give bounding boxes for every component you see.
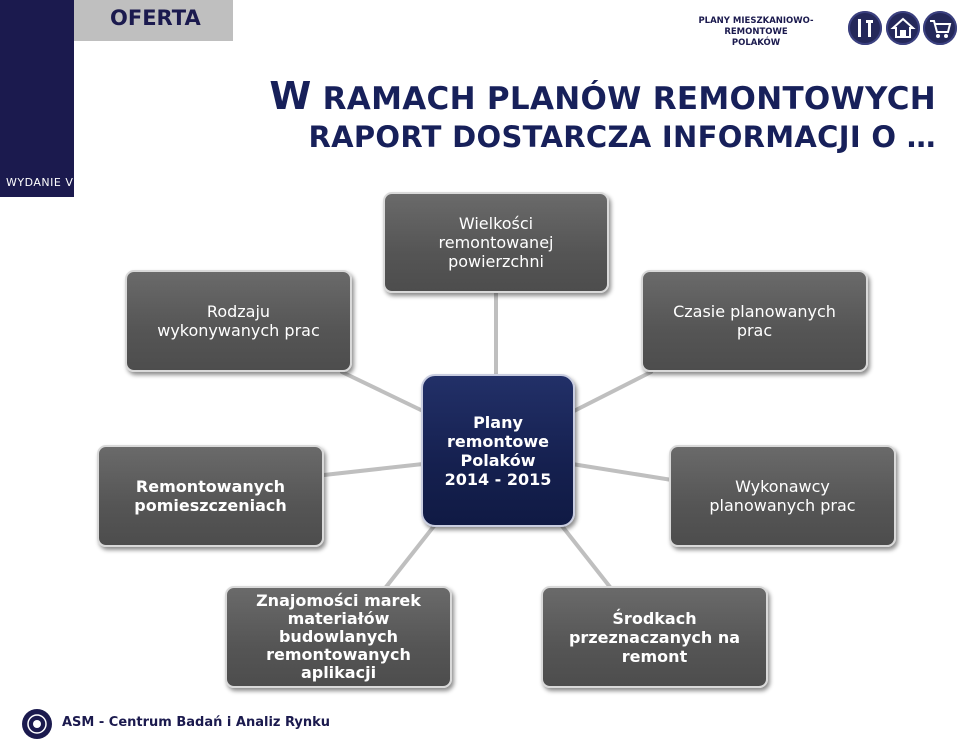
node-brands <box>225 586 452 688</box>
connector-brands <box>386 526 434 587</box>
headline-initial: W <box>269 74 312 118</box>
node-contractors-text <box>709 477 855 515</box>
node-work-type-line1: Rodzaju <box>206 302 271 321</box>
node-work-type <box>125 270 352 372</box>
edition-label: WYDANIE V <box>6 176 74 189</box>
node-contractors-line1: Wykonawcy <box>735 477 830 496</box>
node-funds <box>541 586 768 688</box>
node-rooms-text <box>134 477 286 515</box>
node-funds-line3: remont <box>621 646 688 666</box>
node-surface-size-text <box>439 214 554 271</box>
footer-organization: ASM - Centrum Badań i Analiz Rynku <box>62 715 331 730</box>
offer-tab-label: OFERTA <box>110 6 201 30</box>
node-work-timing <box>641 270 868 372</box>
node-surface-size-line2: remontowanej <box>438 233 554 252</box>
headline-line1-rest: RAMACH PLANÓW REMONTOWYCH <box>311 81 936 117</box>
connector-funds <box>562 526 610 587</box>
node-funds-text <box>569 609 740 666</box>
connector-work-type <box>342 372 425 412</box>
node-center-line1: Plany <box>473 412 523 432</box>
node-surface-size-line3: powierzchni <box>448 252 544 271</box>
node-center-line2: remontowe <box>446 431 550 451</box>
node-work-type-line2: wykonywanych prac <box>157 321 320 340</box>
node-brands-text <box>256 592 421 682</box>
node-center-text <box>445 413 552 489</box>
node-contractors-line2: planowanych prac <box>709 496 856 515</box>
node-funds-line1: Środkach <box>612 608 697 628</box>
node-center-topic <box>421 374 575 527</box>
node-rooms-line2: pomieszczeniach <box>134 496 287 515</box>
node-center-line3: Polaków <box>460 450 536 470</box>
connector-rooms <box>324 464 423 475</box>
node-surface-size <box>383 192 609 293</box>
report-brand-line1: PLANY MIESZKANIOWO-REMONTOWE <box>698 16 814 37</box>
report-brand-line2: POLAKÓW <box>731 38 781 48</box>
node-work-type-text <box>157 302 320 340</box>
node-center-line4: 2014 - 2015 <box>444 469 552 489</box>
node-brands-line1: Znajomości marek <box>256 591 421 610</box>
headline-line2: RAPORT DOSTARCZA INFORMACJI O … <box>308 120 936 154</box>
node-funds-line2: przeznaczanych na <box>568 627 741 647</box>
node-surface-size-line1: Wielkości <box>458 214 534 233</box>
node-brands-line3: budowlanych <box>278 627 399 646</box>
asm-logo-icon <box>22 709 52 739</box>
node-brands-line2: materiałów <box>287 609 390 628</box>
connector-contractors <box>572 464 672 480</box>
node-rooms <box>97 445 324 547</box>
node-contractors <box>669 445 896 547</box>
node-work-timing-line1: Czasie planowanych <box>673 302 836 321</box>
node-work-timing-text <box>673 302 836 340</box>
node-rooms-line1: Remontowanych <box>135 477 286 496</box>
connector-work-timing <box>572 372 651 412</box>
node-work-timing-line2: prac <box>736 321 773 340</box>
node-brands-line4: remontowanych <box>266 645 411 664</box>
node-brands-line5: aplikacji <box>300 663 377 682</box>
